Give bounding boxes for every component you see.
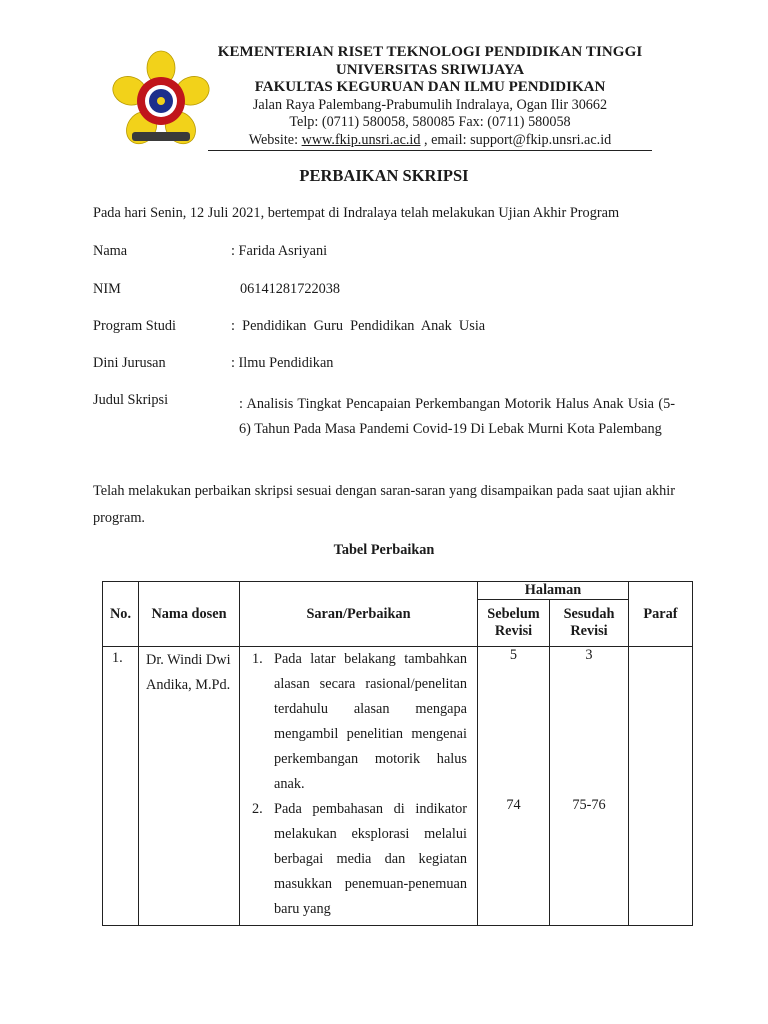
website-label: Website: bbox=[248, 131, 302, 148]
revision-table bbox=[102, 581, 693, 926]
row-number: 1. bbox=[103, 647, 139, 926]
value-nim: 06141281722038 bbox=[240, 281, 341, 297]
page-before-2: 74 bbox=[506, 797, 521, 813]
email-text: , email: support@fkip.unsri.ac.id bbox=[420, 131, 612, 148]
letterhead bbox=[208, 44, 652, 149]
row-sesudah bbox=[550, 647, 629, 926]
row-saran bbox=[240, 647, 478, 926]
value-prodi: : Pendidikan Guru Pendidikan Anak Usia bbox=[231, 318, 486, 334]
value-nama: : Farida Asriyani bbox=[231, 243, 328, 259]
page-after-2: 75-76 bbox=[572, 797, 606, 813]
item-text: Pada pembahasan di indikator melakukan eksplorasi melalui berbagai media dan kegiatan masukkan penemuan-penemuan baru yang bbox=[274, 801, 467, 917]
header-paraf: Paraf bbox=[629, 582, 693, 647]
item-number: 2. bbox=[252, 801, 263, 817]
page-before-1: 5 bbox=[509, 647, 518, 663]
phone: Telp: (0711) 580058, 580085 Fax: (0711) 580058 bbox=[289, 114, 571, 130]
header-saran: Saran/Perbaikan bbox=[240, 582, 478, 647]
page-after-1: 3 bbox=[585, 647, 593, 663]
university-name: UNIVERSITAS SRIWIJAYA bbox=[335, 61, 525, 78]
page-title: PERBAIKAN SKRIPSI bbox=[299, 166, 469, 185]
row-sebelum bbox=[478, 647, 550, 926]
value-judul: : Analisis Tingkat Pencapaian Perkembangan Motorik Halus Anak Usia (5-6) Tahun Pada Masa Pandemi Covid-19 Di Lebak Murni Kota Palembang bbox=[239, 396, 675, 437]
header-sesudah: Sesudah Revisi bbox=[550, 600, 629, 647]
label-jurusan: Dini Jurusan bbox=[93, 355, 166, 371]
address: Jalan Raya Palembang-Prabumulih Indralaya, Ogan Ilir 30662 bbox=[252, 96, 608, 113]
item-number: 1. bbox=[252, 651, 263, 667]
faculty-name: FAKULTAS KEGURUAN DAN ILMU PENDIDIKAN bbox=[254, 79, 606, 95]
letterhead-divider bbox=[208, 150, 652, 151]
item-text: Pada latar belakang tambahkan alasan secara rasional/penelitan terdahulu alasan mengapa mengambil penelitian mengenai perkembangan motorik halus anak. bbox=[274, 651, 467, 792]
header-halaman: Halaman bbox=[478, 582, 629, 600]
university-logo bbox=[110, 50, 212, 152]
value-jurusan: : Ilmu Pendidikan bbox=[231, 355, 334, 371]
label-nama: Nama bbox=[93, 243, 128, 259]
table-caption: Tabel Perbaikan bbox=[333, 542, 435, 558]
list-item bbox=[252, 647, 467, 797]
ministry-name: KEMENTERIAN RISET TEKNOLOGI PENDIDIKAN TINGGI bbox=[217, 44, 643, 60]
closing-text: Telah melakukan perbaikan skripsi sesuai dengan saran-saran yang disampaikan pada saat ujian akhir program. bbox=[93, 483, 675, 526]
row-paraf bbox=[629, 647, 693, 926]
label-nim: NIM bbox=[93, 281, 121, 297]
contact-line bbox=[208, 132, 652, 150]
label-judul: Judul Skripsi bbox=[93, 392, 169, 408]
row-dosen: Dr. Windi Dwi Andika, M.Pd. bbox=[139, 647, 240, 926]
intro-text: Pada hari Senin, 12 Juli 2021, bertempat di Indralaya telah melakukan Ujian Akhir Program bbox=[93, 205, 620, 221]
header-no: No. bbox=[103, 582, 139, 647]
website-link[interactable]: www.fkip.unsri.ac.id bbox=[301, 131, 421, 148]
header-dosen: Nama dosen bbox=[139, 582, 240, 647]
header-sebelum: Sebelum Revisi bbox=[478, 600, 550, 647]
table-row bbox=[103, 647, 693, 926]
label-prodi: Program Studi bbox=[93, 318, 177, 334]
list-item bbox=[252, 797, 467, 922]
